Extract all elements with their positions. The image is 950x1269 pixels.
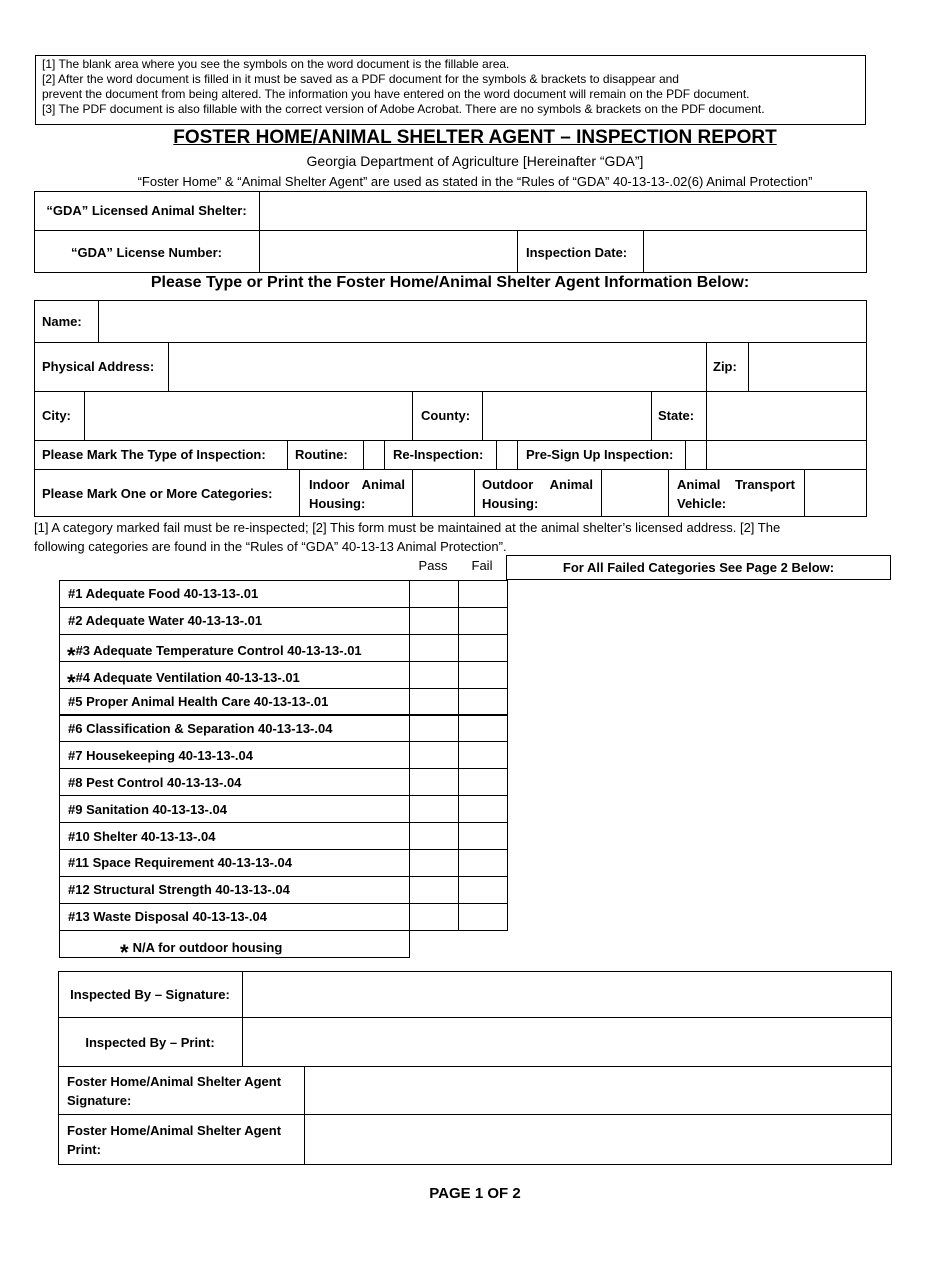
page-description: “Foster Home” & “Animal Shelter Agent” are used as stated in the “Rules of “GDA” 40-13-13-.02(6) Animal Protection” <box>137 174 813 189</box>
pass-checkbox[interactable] <box>409 903 459 931</box>
checklist-item-label <box>59 688 410 716</box>
outdoor-housing-checkbox[interactable] <box>602 470 668 517</box>
rules-note-line-2: following categories are found in the “Rules of “GDA” 40-13-13 Animal Protection”. <box>34 539 507 554</box>
page-number: PAGE 1 OF 2 <box>429 1185 521 1202</box>
agent-signature-field[interactable] <box>305 1067 891 1114</box>
pass-checkbox[interactable] <box>409 661 459 689</box>
city-label: City: <box>42 408 71 423</box>
inspection-type-label: Please Mark The Type of Inspection: <box>42 447 266 462</box>
checklist-row <box>59 822 508 850</box>
licensed-shelter-label: “GDA” Licensed Animal Shelter: <box>46 203 247 218</box>
state-field[interactable] <box>707 392 866 440</box>
fail-checkbox[interactable] <box>458 795 508 823</box>
license-number-field[interactable] <box>260 231 517 272</box>
checklist-item-text: #7 Housekeeping 40-13-13-.04 <box>68 747 253 763</box>
checklist-item-text: #5 Proper Animal Health Care 40-13-13-.01 <box>68 694 329 710</box>
checklist-item-label <box>59 849 410 877</box>
instruction-line-3: prevent the document from being altered. The information you have entered on the word document will remain on the PDF document. <box>42 87 750 101</box>
state-label: State: <box>658 408 695 423</box>
checklist-row <box>59 715 508 743</box>
transport-vehicle-line-1: Animal Transport <box>677 477 795 492</box>
name-label: Name: <box>42 313 82 329</box>
address-field[interactable] <box>169 343 706 391</box>
reinspection-label: Re-Inspection: <box>393 447 484 462</box>
checklist-row <box>59 768 508 796</box>
fail-checkbox[interactable] <box>458 741 508 769</box>
pass-checkbox[interactable] <box>409 849 459 877</box>
divider <box>384 440 385 469</box>
checklist-item-text: #3 Adequate Temperature Control 40-13-13-.01 <box>75 642 362 658</box>
agent-print-line-2: Print: <box>67 1142 101 1157</box>
checklist-item-label <box>59 580 410 608</box>
indoor-housing-line-1: Indoor Animal <box>309 477 405 492</box>
agent-print-label <box>67 1121 281 1159</box>
page-title: FOSTER HOME/ANIMAL SHELTER AGENT – INSPECTION REPORT <box>173 127 777 148</box>
divider <box>668 469 669 517</box>
checklist-item-label <box>59 795 410 823</box>
checklist-item-text: #9 Sanitation 40-13-13-.04 <box>68 801 227 817</box>
checklist-item-text: #2 Adequate Water 40-13-13-.01 <box>68 613 263 629</box>
divider <box>517 230 518 273</box>
checklist-item-label <box>59 822 410 850</box>
checklist-row <box>59 634 508 668</box>
divider <box>517 440 518 469</box>
licensed-shelter-field[interactable] <box>260 192 866 230</box>
checklist-row <box>59 795 508 823</box>
outdoor-footnote-text: N/A for outdoor housing <box>132 939 283 955</box>
fail-checkbox[interactable] <box>458 688 508 716</box>
pass-checkbox[interactable] <box>409 634 459 662</box>
fail-checkbox[interactable] <box>458 715 508 743</box>
fail-checkbox[interactable] <box>458 903 508 931</box>
checklist-row <box>59 876 508 904</box>
instruction-line-2: [2] After the word document is filled in it must be saved as a PDF document for the symbols & brackets to disappear and <box>42 72 679 86</box>
presignup-checkbox[interactable] <box>686 441 706 469</box>
instruction-line-4: [3] The PDF document is also fillable with the correct version of Adobe Acrobat. There are no symbols & brackets on the PDF document. <box>42 102 765 116</box>
pass-checkbox[interactable] <box>409 741 459 769</box>
fail-checkbox[interactable] <box>458 661 508 689</box>
fail-checkbox[interactable] <box>458 580 508 608</box>
instructions-box <box>35 55 866 125</box>
checklist-item-text: #10 Shelter 40-13-13-.04 <box>68 828 216 844</box>
city-field[interactable] <box>85 392 412 440</box>
pass-checkbox[interactable] <box>409 580 459 608</box>
reinspection-checkbox[interactable] <box>497 441 517 469</box>
divider <box>287 440 288 469</box>
checklist-row <box>59 661 508 695</box>
inspected-signature-field[interactable] <box>243 972 891 1017</box>
inspected-print-label: Inspected By – Print: <box>85 1034 215 1050</box>
name-field[interactable] <box>99 301 866 342</box>
transport-vehicle-line-2: Vehicle: <box>677 496 727 511</box>
county-label: County: <box>421 408 471 423</box>
checklist-item-label <box>59 741 410 769</box>
agent-signature-label <box>67 1072 281 1110</box>
checklist-item-text: #11 Space Requirement 40-13-13-.04 <box>68 855 293 871</box>
checklist-row <box>59 849 508 877</box>
fail-checkbox[interactable] <box>458 607 508 635</box>
failed-categories-text: For All Failed Categories See Page 2 Below: <box>562 560 835 575</box>
asterisk-mark: * <box>67 669 76 695</box>
rules-note <box>34 518 874 556</box>
checklist-item-text: #13 Waste Disposal 40-13-13-.04 <box>68 909 267 925</box>
agent-section-title: Please Type or Print the Foster Home/Animal Shelter Agent Information Below: <box>150 274 750 291</box>
zip-field[interactable] <box>749 343 866 391</box>
checklist-item-text: #12 Structural Strength 40-13-13-.04 <box>68 882 290 898</box>
divider <box>299 469 300 517</box>
checklist-row <box>59 580 508 608</box>
checklist-row <box>59 688 508 716</box>
presignup-label: Pre-Sign Up Inspection: <box>526 447 674 462</box>
indoor-housing-label <box>309 475 405 513</box>
pass-checkbox[interactable] <box>409 607 459 635</box>
checklist-item-label <box>59 768 410 796</box>
rules-note-line-1: [1] A category marked fail must be re-inspected; [2] This form must be maintained at the animal shelter’s licensed address. [2] The <box>34 520 781 535</box>
checklist-item-label <box>59 903 410 931</box>
checklist-item-label <box>59 661 410 695</box>
inspected-signature-label: Inspected By – Signature: <box>70 986 230 1002</box>
agent-print-line-1: Foster Home/Animal Shelter Agent <box>67 1123 282 1138</box>
checklist-item-label <box>59 876 410 904</box>
checklist-item-text: #6 Classification & Separation 40-13-13-.04 <box>68 720 333 736</box>
outdoor-housing-line-1: Outdoor Animal <box>482 477 593 492</box>
fail-checkbox[interactable] <box>458 634 508 662</box>
inspection-date-field[interactable] <box>644 231 866 272</box>
checklist-item-text: #4 Adequate Ventilation 40-13-13-.01 <box>75 669 300 685</box>
checklist-item-text: #1 Adequate Food 40-13-13-.01 <box>68 586 259 602</box>
divider <box>412 391 413 440</box>
page-subtitle: Georgia Department of Agriculture [Hereinafter “GDA”] <box>306 153 644 169</box>
outdoor-housing-line-2: Housing: <box>482 496 539 511</box>
agent-signature-line-1: Foster Home/Animal Shelter Agent <box>67 1074 282 1089</box>
address-label: Physical Address: <box>42 359 155 374</box>
indoor-housing-line-2: Housing: <box>309 496 366 511</box>
divider <box>651 391 652 440</box>
divider <box>706 342 707 391</box>
transport-vehicle-label <box>677 475 795 513</box>
agent-print-field[interactable] <box>305 1115 891 1165</box>
outdoor-housing-label <box>482 475 593 513</box>
transport-vehicle-checkbox[interactable] <box>805 470 866 517</box>
zip-label: Zip: <box>713 359 737 374</box>
outdoor-footnote <box>59 930 410 965</box>
checklist-item-label <box>59 715 410 743</box>
inspected-print-field[interactable] <box>243 1018 891 1066</box>
fail-header: Fail <box>471 558 493 573</box>
categories-mark-label: Please Mark One or More Categories: <box>42 485 273 501</box>
failed-categories-note <box>506 555 891 580</box>
checklist-row <box>59 741 508 769</box>
pass-checkbox[interactable] <box>409 768 459 796</box>
agent-signature-line-2: Signature: <box>67 1093 132 1108</box>
divider <box>474 469 475 517</box>
pass-header: Pass <box>418 558 448 573</box>
fail-checkbox[interactable] <box>458 768 508 796</box>
routine-label: Routine: <box>295 447 348 462</box>
instruction-line-1: [1] The blank area where you see the symbols on the word document is the fillable area. <box>42 57 510 71</box>
checklist-item-label <box>59 607 410 635</box>
county-field[interactable] <box>483 392 651 440</box>
pass-checkbox[interactable] <box>409 876 459 904</box>
fail-checkbox[interactable] <box>458 876 508 904</box>
indoor-housing-checkbox[interactable] <box>413 470 474 517</box>
pass-checkbox[interactable] <box>409 688 459 716</box>
divider <box>706 440 707 469</box>
pass-checkbox[interactable] <box>409 795 459 823</box>
inspection-date-label: Inspection Date: <box>526 244 628 260</box>
fail-checkbox[interactable] <box>458 822 508 850</box>
checklist-row <box>59 903 508 931</box>
checklist-item-label <box>59 634 410 668</box>
fail-checkbox[interactable] <box>458 849 508 877</box>
asterisk-mark: * <box>67 642 76 668</box>
routine-checkbox[interactable] <box>364 441 384 469</box>
checklist-item-text: #8 Pest Control 40-13-13-.04 <box>68 774 242 790</box>
asterisk-mark: * <box>120 939 129 965</box>
checklist-row <box>59 607 508 635</box>
pass-checkbox[interactable] <box>409 715 459 743</box>
pass-checkbox[interactable] <box>409 822 459 850</box>
license-number-label: “GDA” License Number: <box>71 244 222 260</box>
